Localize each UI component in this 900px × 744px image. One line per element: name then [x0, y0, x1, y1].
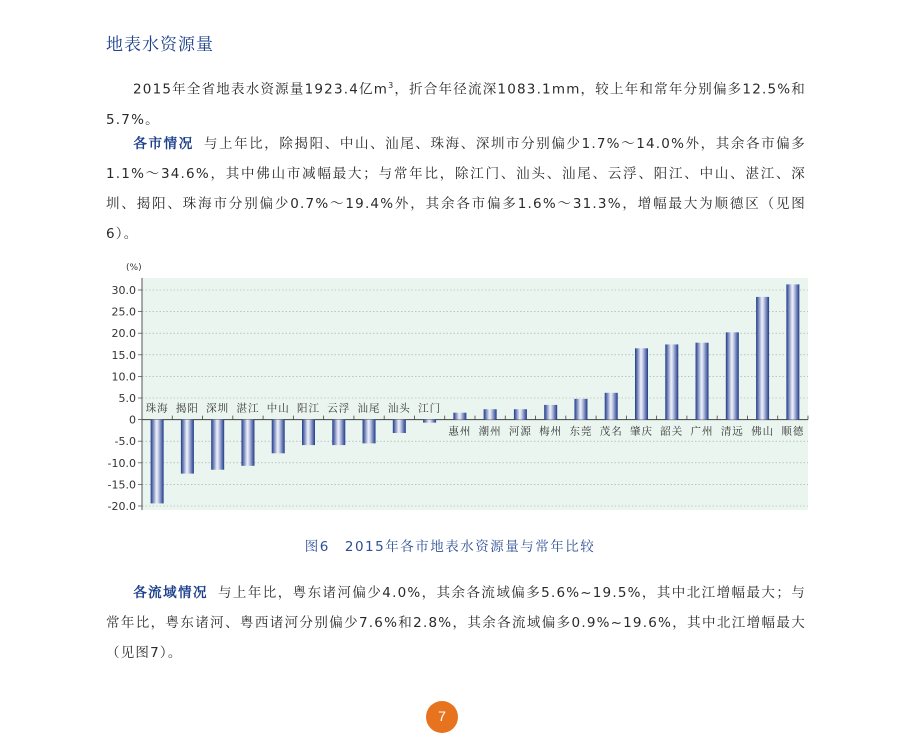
- bar: [423, 420, 436, 423]
- x-category-label: 深圳: [206, 402, 230, 415]
- bar: [181, 420, 194, 474]
- y-tick-label: -15.0: [107, 478, 136, 492]
- paragraph-basins: [106, 578, 806, 668]
- bar: [151, 420, 164, 504]
- x-category-label: 江门: [418, 402, 442, 415]
- x-category-label: 湛江: [236, 402, 260, 415]
- y-tick-label: -20.0: [107, 500, 136, 513]
- bar: [726, 332, 739, 419]
- bar: [665, 344, 678, 419]
- x-category-label: 顺德: [781, 425, 805, 438]
- paragraph-text: 与上年比，除揭阳、中山、汕尾、珠海、深圳市分别偏少1.7%～14.0%外，其余各市偏多1.1%～34.6%，其中佛山市减幅最大；与常年比，除江门、汕头、汕尾、云浮、阳江、中山、湛江、深圳、揭阳、珠海市分别偏少0.7%～19.4%外，其余各市偏多1.6%～31.3%，增幅最大为顺德区（见图6）。: [106, 136, 806, 242]
- x-category-label: 河源: [508, 425, 532, 438]
- x-category-label: 汕尾: [357, 402, 381, 415]
- bar: [484, 409, 497, 419]
- y-tick-label: -10.0: [107, 456, 136, 470]
- bar: [605, 393, 618, 420]
- paragraph-total: [106, 71, 806, 135]
- y-tick-label: 5.0: [118, 392, 136, 405]
- bar: [756, 297, 769, 420]
- x-category-label: 云浮: [327, 402, 351, 415]
- bar: [696, 343, 709, 420]
- y-tick-label: 10.0: [111, 370, 136, 384]
- y-tick-label: 25.0: [111, 305, 136, 319]
- bar-chart: [100, 258, 820, 523]
- x-category-label: 阳江: [297, 402, 320, 415]
- bar: [363, 420, 376, 444]
- x-category-label: 揭阳: [175, 402, 199, 415]
- bar: [574, 399, 587, 420]
- bar: [393, 420, 406, 433]
- x-category-label: 茂名: [599, 425, 623, 438]
- bar: [635, 348, 648, 419]
- x-category-label: 韶关: [660, 425, 684, 438]
- bar: [514, 409, 527, 419]
- y-tick-label: 30.0: [111, 284, 136, 297]
- superscript: 3: [388, 81, 395, 90]
- x-category-label: 东莞: [569, 425, 593, 438]
- y-tick-label: -5.0: [114, 435, 136, 449]
- bar: [544, 405, 557, 420]
- bar: [453, 413, 466, 420]
- y-tick-labels: [108, 284, 142, 513]
- x-category-label: 汕头: [387, 402, 411, 415]
- x-category-label: 珠海: [145, 402, 169, 415]
- paragraph-lead: 各流域情况: [133, 585, 208, 601]
- y-axis-unit: (%): [126, 263, 142, 273]
- page-number-badge: 7: [426, 701, 458, 733]
- paragraph-cities: [106, 129, 806, 249]
- x-category-label: 梅州: [539, 425, 563, 438]
- paragraph-text: 与上年比，粤东诸河偏少4.0%，其余各流域偏多5.6%~19.5%，其中北江增幅最大；与常年比，粤东诸河、粤西诸河分别偏少7.6%和2.8%，其余各流域偏多0.9%~19.6%，其中北江增幅最大（见图7）。: [106, 585, 807, 661]
- y-tick-label: 15.0: [111, 348, 136, 362]
- figure-caption: 图6 2015年各市地表水资源量与常年比较: [304, 539, 596, 555]
- paragraph-text: ，折合年径流深1083.1mm，较上年和常年分别偏多12.5%和5.7%。: [106, 81, 806, 128]
- x-category-label: 潮州: [478, 425, 502, 438]
- bar: [332, 420, 345, 445]
- bar: [241, 420, 254, 466]
- bar: [211, 420, 224, 470]
- section-title: 地表水资源量: [106, 35, 214, 55]
- x-category-label: 广州: [690, 425, 714, 438]
- bar: [786, 284, 799, 419]
- y-tick-label: 0: [129, 413, 136, 427]
- x-category-label: 惠州: [448, 425, 472, 438]
- x-category-label: 佛山: [751, 425, 775, 438]
- x-category-label: 清远: [720, 425, 744, 438]
- bar: [272, 420, 285, 454]
- paragraph-text: 2015年全省地表水资源量1923.4亿m: [133, 81, 389, 98]
- bar: [302, 420, 315, 445]
- paragraph-lead: 各市情况: [133, 136, 194, 152]
- x-category-label: 中山: [266, 402, 290, 415]
- y-tick-label: 20.0: [111, 327, 136, 341]
- x-category-label: 肇庆: [630, 425, 653, 438]
